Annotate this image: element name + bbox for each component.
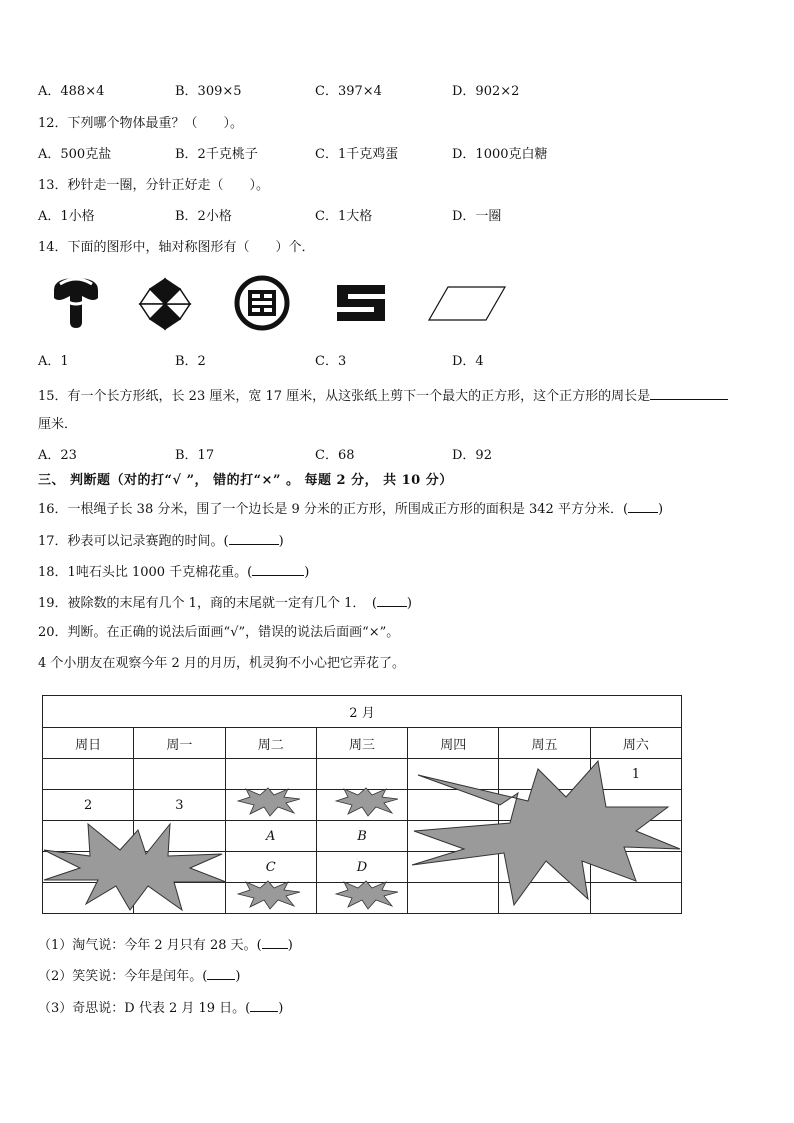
q17 [38,531,284,551]
q16-close: ) [658,502,664,517]
q13-stem: 13．秒针走一圈，分针正好走（ ）。 [38,178,270,193]
q12-option-d: D．1000克白糖 [452,147,548,162]
q16-answer-blank[interactable] [628,499,658,513]
q18-answer-blank[interactable] [252,562,304,576]
cal-cell [316,759,407,790]
parallelogram-icon [426,284,508,324]
cal-cell-a [225,821,316,852]
weekday-mon: 周一 [134,728,225,759]
q14-stem: 14．下面的图形中，轴对称图形有（ ）个． [38,240,315,255]
q17-close: ) [278,534,284,549]
q20-stem: 20．判断。在正确的说法后面画“√”，错误的说法后面画“×”。 [38,625,400,640]
q13-option-b: B．2小格 [175,209,232,224]
q12-option-c: C．1千克鸡蛋 [315,147,399,162]
q15-answer-blank[interactable] [650,386,728,400]
q20-intro: 4 个小朋友在观察今年 2 月的月历，机灵狗不小心把它弄花了。 [38,656,405,671]
q12-stem: 12．下列哪个物体最重？（ ）。 [38,116,244,131]
sub-1-text: （1）淘气说：今年 2 月只有 28 天。( [38,938,262,953]
cell-label-a: A [266,828,276,844]
q15-unit: 厘米． [38,417,78,432]
section-3-heading: 三、 判断题（对的打“√ ”， 错的打“×” 。 每题 2 分， 共 10 分） [38,473,453,488]
q15-stem-text: 15．有一个长方形纸，长 23 厘米，宽 17 厘米，从这张纸上剪下一个最大的正方形，这个正方形的周长是 [38,389,651,404]
weekday-wed: 周三 [316,728,407,759]
q16 [38,499,663,519]
q15-option-a: A．23 [38,448,77,463]
weekday-thu: 周四 [408,728,499,759]
sub-2-answer-blank[interactable] [207,966,235,980]
ink-splat-small [334,880,400,910]
q17-text: 17．秒表可以记录赛跑的时间。( [38,534,229,549]
q11-option-c: C．397×4 [315,84,382,99]
calendar-title: 2 月 [43,696,682,728]
q11-option-a: A．488×4 [38,84,105,99]
sub-3-close: ) [278,1001,284,1016]
cell-label-d: D [356,859,368,875]
cell-label-b: B [357,828,367,844]
q15-stem [38,386,728,406]
sub-question-3 [38,998,283,1018]
sub-question-1 [38,935,293,955]
sub-question-2 [38,966,240,986]
weekday-fri: 周五 [499,728,590,759]
pinwheel-icon [136,275,194,333]
q19-answer-blank[interactable] [377,593,407,607]
cell-label-c: C [265,859,276,875]
q15-option-c: C．68 [315,448,355,463]
q15-option-d: D．92 [452,448,492,463]
q18-close: ) [304,565,310,580]
cal-cell [225,759,316,790]
q14-option-b: B．2 [175,354,206,369]
q18 [38,562,309,582]
q14-option-d: D．4 [452,354,484,369]
ink-splat-small [236,880,302,910]
q14-option-a: A．1 [38,354,69,369]
q13-option-d: D．一圈 [452,209,502,224]
sub-3-answer-blank[interactable] [250,998,278,1012]
q17-answer-blank[interactable] [229,531,279,545]
sub-1-close: ) [287,938,293,953]
mushroom-logo-icon [50,276,102,330]
q19-close: ) [406,596,412,611]
q19 [38,593,412,613]
cal-cell-sat-1: 1 [590,759,681,790]
sub-3-text: （3）奇思说：D 代表 2 月 19 日。( [38,1001,251,1016]
q13-option-a: A．1小格 [38,209,95,224]
ink-splat-right [410,757,682,907]
cal-cell-mon-3: 3 [134,790,225,821]
sub-2-text: （2）笑笑说：今年是闰年。( [38,969,208,984]
cal-cell-sun-2: 2 [43,790,134,821]
q16-text: 16．一根绳子长 38 分米，围了一个边长是 9 分米的正方形，所围成正方形的面积是 342 平方分米．( [38,502,629,517]
cal-cell [134,759,225,790]
q14-option-c: C．3 [315,354,347,369]
s-logo-icon [333,281,389,325]
sub-1-answer-blank[interactable] [262,935,288,949]
weekday-sun: 周日 [43,728,134,759]
weekday-tue: 周二 [225,728,316,759]
sub-2-close: ) [235,969,241,984]
q13-option-c: C．1大格 [315,209,373,224]
bank-logo-icon [234,275,290,331]
q12-option-b: B．2千克桃子 [175,147,258,162]
q11-option-b: B．309×5 [175,84,242,99]
cal-cell-c [225,852,316,883]
q15-option-b: B．17 [175,448,215,463]
weekday-sat: 周六 [590,728,681,759]
ink-splat-small [236,787,302,817]
q12-option-a: A．500克盐 [38,147,112,162]
ink-splat-left [42,820,228,912]
q11-option-d: D．902×2 [452,84,520,99]
cal-cell [43,759,134,790]
q18-text: 18．1吨石头比 1000 千克棉花重。( [38,565,253,580]
cal-cell-b [316,821,407,852]
ink-splat-small [334,787,400,817]
q19-text: 19．被除数的末尾有几个 1，商的末尾就一定有几个 1． ( [38,596,377,611]
cal-cell-d [316,852,407,883]
